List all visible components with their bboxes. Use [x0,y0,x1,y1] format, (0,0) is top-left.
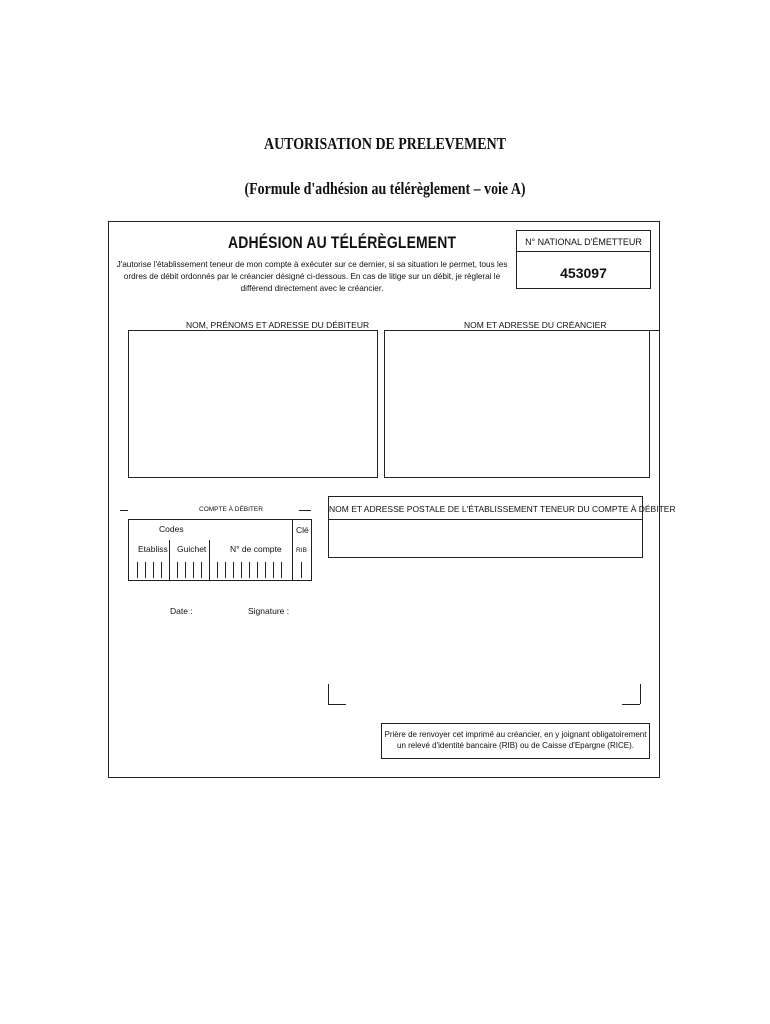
account-rule-right [299,510,311,511]
etablissement-label: Etabliss [138,544,168,554]
emetteur-number: 453097 [560,265,607,281]
bank-corner-br-h [622,704,640,705]
numero-label: N° de compte [230,544,282,554]
rib-label: RIB [296,547,307,554]
date-label: Date : [170,606,193,616]
form-heading: ADHÉSION AU TÉLÉRÈGLEMENT [228,233,457,252]
bank-corner-br-v [640,684,641,704]
page-title: AUTORISATION DE PRELEVEMENT [264,134,506,153]
codes-label: Codes [159,524,184,534]
cle-label: Clé [296,525,309,535]
debtor-address-field[interactable] [128,330,378,478]
signature-label: Signature : [248,606,290,616]
return-notice: Prière de renvoyer cet imprimé au créancier, en y joignant obligatoirement un relevé d'identité bancaire (RIB) ou de Caisse d'Epargne (RICE). [381,723,650,759]
account-label: COMPTE À DÉBITER [199,506,263,513]
guichet-label: Guichet [177,544,207,554]
creditor-address-field[interactable] [384,330,650,478]
account-rule-left [120,510,128,511]
account-grid [128,519,312,581]
page-subtitle: (Formule d'adhésion au télérèglement – voie A) [244,179,526,198]
emetteur-box [516,230,651,289]
account-digit-cells[interactable] [129,560,311,580]
bank-label: NOM ET ADRESSE POSTALE DE L'ÉTABLISSEMENT TENEUR DU COMPTE À DÉBITER [329,504,676,514]
debtor-label: NOM, PRÉNOMS ET ADRESSE DU DÉBITEUR [186,320,370,330]
bank-corner-bl-v [328,684,329,704]
bank-address-field[interactable] [328,519,641,705]
creditor-label: NOM ET ADRESSE DU CRÉANCIER [464,320,607,330]
emetteur-label: N° NATIONAL D'ÉMETTEUR [517,237,650,252]
authorization-text: J'autorise l'établissement teneur de mon compte à exécuter sur ce dernier, si sa situation le permet, tous les ordres de débit ordonnés par le créancier désigné ci-dessous. En cas de litige sur un débit, je règlerai le différend directement avec le créancier. [116,260,508,293]
bank-corner-bl-h [328,704,346,705]
